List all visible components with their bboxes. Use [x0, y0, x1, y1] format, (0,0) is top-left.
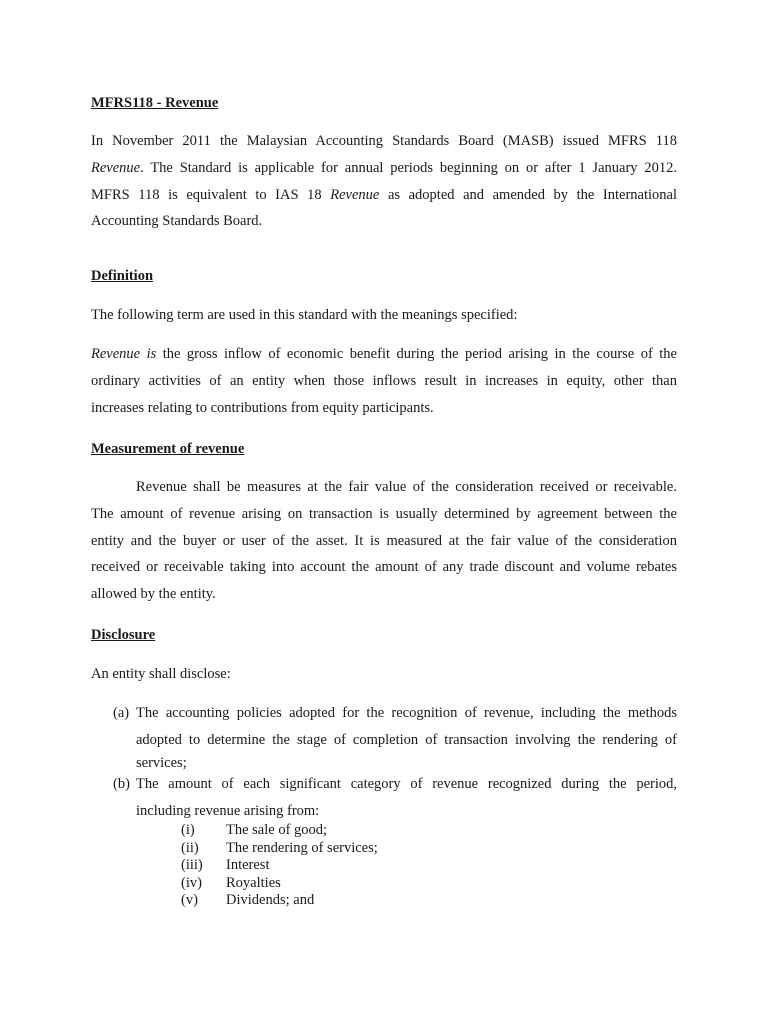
list-item-number: (v)	[181, 892, 198, 908]
list-item-text: Royalties	[226, 874, 281, 891]
definition-line-3: increases relating to contributions from equity participants.	[91, 399, 434, 416]
list-item-text: The sale of good;	[226, 822, 328, 838]
item-b-body	[136, 771, 677, 825]
intro-line-3-b: as adopted and amended by the International	[387, 186, 678, 203]
measurement-line-3: entity and the buyer or user of the asset. It is measured at the fair value of the consideration	[91, 532, 677, 549]
intro-line-2	[91, 155, 677, 182]
list-item	[181, 840, 378, 858]
disclosure-lead: An entity shall disclose:	[91, 666, 231, 682]
measurement-line-4: received or receivable taking into account the amount of any trade discount and volume rebates	[91, 559, 677, 576]
item-a-line-1: The accounting policies adopted for the recognition of revenue, including the methods	[136, 705, 677, 721]
list-item	[181, 875, 378, 893]
intro-line-3	[91, 182, 677, 209]
list-item	[181, 857, 378, 875]
intro-italic-revenue: Revenue	[91, 159, 141, 176]
definition-line-1-rest: the gross inflow of economic benefit during the period arising in the course of the	[162, 346, 677, 362]
item-a-line-2: adopted to determine the stage of completion of transaction involving the rendering of	[136, 731, 677, 748]
list-item-number: (iii)	[181, 857, 203, 873]
measurement-heading: Measurement of revenue	[91, 441, 245, 457]
measurement-line-1-text: Revenue shall be measures at the fair value of the consideration received or receivable.	[136, 479, 677, 495]
list-item	[181, 822, 378, 840]
revenue-sources-list	[181, 822, 378, 910]
definition-lead: The following term are used in this standard with the meanings specified:	[91, 307, 518, 323]
intro-line-3-a: MFRS 118 is equivalent to IAS 18	[91, 186, 322, 203]
list-item-text: The rendering of services;	[226, 839, 378, 856]
item-b-line-1: The amount of each significant category of revenue recognized during the period,	[136, 776, 677, 792]
list-item-number: (iv)	[181, 874, 202, 891]
item-b-label: (b)	[113, 776, 130, 792]
item-a-body	[136, 700, 677, 772]
definition-line-2: ordinary activities of an entity when those inflows result in increases in equity, other than	[91, 372, 677, 389]
definition-paragraph	[91, 341, 677, 421]
measurement-line-5: allowed by the entity.	[91, 586, 216, 603]
item-a-label: (a)	[113, 705, 130, 721]
intro-line-2-rest: . The Standard is applicable for annual periods beginning on or after 1 January 2012.	[140, 159, 677, 176]
item-a-line-3: services;	[136, 754, 187, 771]
measurement-line-2: The amount of revenue arising on transaction is usually determined by agreement between the	[91, 505, 677, 522]
intro-italic-revenue-2: Revenue	[330, 186, 380, 203]
definition-line-1	[91, 341, 677, 368]
intro-line-4: Accounting Standards Board.	[91, 213, 263, 230]
list-item-number: (ii)	[181, 839, 199, 856]
list-item-text: Dividends; and	[226, 892, 315, 908]
measurement-paragraph	[91, 474, 677, 608]
measurement-line-1	[91, 474, 677, 501]
list-item-text: Interest	[226, 857, 270, 873]
list-item-number: (i)	[181, 822, 195, 838]
definition-term: Revenue is	[91, 346, 157, 362]
item-b-line-2: including revenue arising from:	[136, 802, 320, 819]
intro-line-1: In November 2011 the Malaysian Accounting Standards Board (MASB) issued MFRS 118	[91, 133, 677, 149]
list-item	[181, 892, 378, 910]
disclosure-heading: Disclosure	[91, 627, 156, 643]
definition-heading: Definition	[91, 268, 154, 284]
page-title: MFRS118 - Revenue	[91, 95, 219, 111]
intro-paragraph	[91, 128, 677, 235]
